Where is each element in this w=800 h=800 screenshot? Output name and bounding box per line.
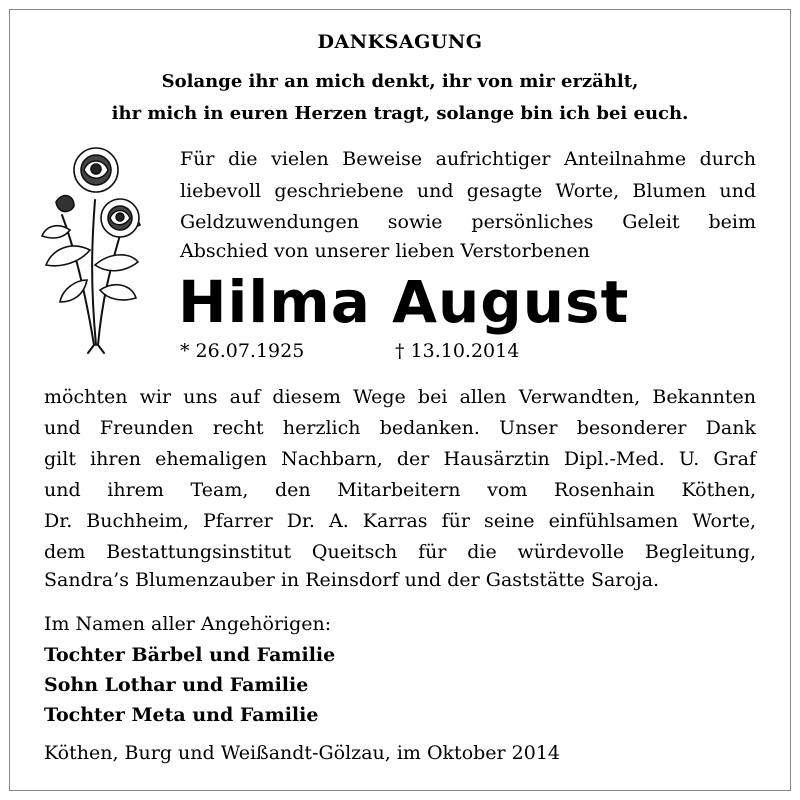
birth-date: * 26.07.1925 (180, 340, 305, 362)
body-line-4: und ihrem Team, den Mitarbeitern vom Rosenhain Köthen, (44, 479, 756, 501)
body-line-5: Dr. Buchheim, Pfarrer Dr. A. Karras für seine einfühlsamen Worte, (44, 510, 756, 532)
deceased-name: Hilma August (178, 268, 630, 336)
place-date-line: Köthen, Burg und Weißandt-Gölzau, im Oktober 2014 (44, 742, 561, 764)
intro-line-1: Für die vielen Beweise aufrichtiger Anteilnahme durch (180, 148, 756, 170)
signature-line-3: Tochter Meta und Familie (44, 704, 319, 726)
body-line-1: möchten wir uns auf diesem Wege bei allen Verwandten, Bekannten (44, 386, 756, 408)
intro-line-2: liebevoll geschriebene und gesagte Worte, Blumen und (180, 180, 756, 202)
body-line-3: gilt ihren ehemaligen Nachbarn, der Hausärztin Dipl.-Med. U. Graf (44, 448, 756, 470)
body-line-6: dem Bestattungsinstitut Queitsch für die würdevolle Begleitung, (44, 541, 756, 563)
notice-heading: DANKSAGUNG (317, 31, 483, 53)
intro-line-4: Abschied von unserer lieben Verstorbenen (180, 240, 590, 262)
rose-bouquet-icon (40, 140, 150, 355)
motto-line-2: ihr mich in euren Herzen tragt, solange bin ich bei euch. (111, 103, 689, 124)
signature-intro: Im Namen aller Angehörigen: (44, 613, 332, 635)
signature-line-1: Tochter Bärbel und Familie (44, 644, 336, 666)
death-date: † 13.10.2014 (395, 340, 520, 362)
signature-line-2: Sohn Lothar und Familie (44, 674, 309, 696)
body-line-7: Sandra’s Blumenzauber in Reinsdorf und der Gaststätte Saroja. (44, 569, 660, 591)
intro-line-3: Geldzuwendungen sowie persönliches Geleit beim (180, 211, 756, 233)
motto-line-1: Solange ihr an mich denkt, ihr von mir erzählt, (161, 71, 639, 92)
body-line-2: und Freunden recht herzlich bedanken. Unser besonderer Dank (44, 417, 756, 439)
